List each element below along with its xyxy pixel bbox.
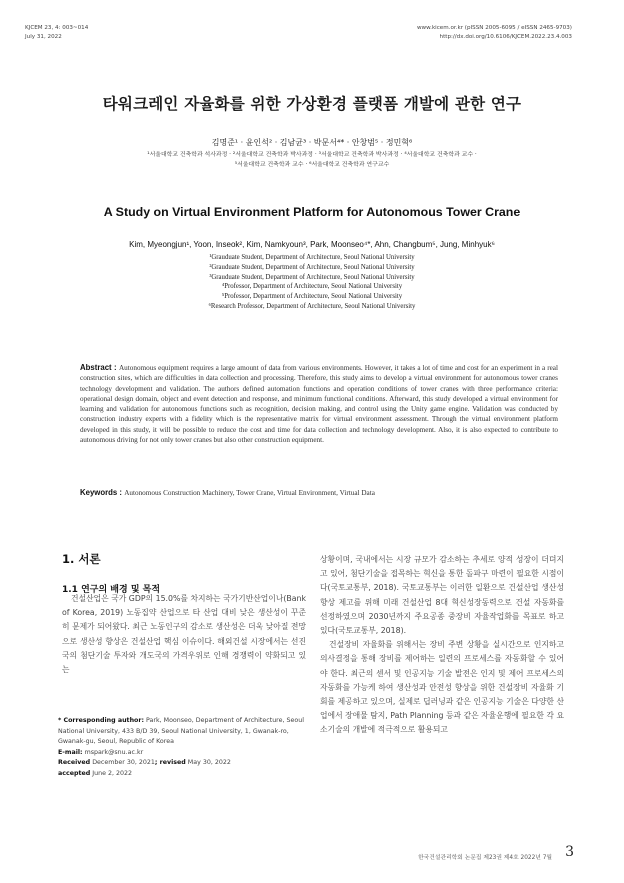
affiliation-en-line: ⁴Professor, Department of Architecture, Seoul National University (221, 283, 403, 291)
section-title: 1. 서론 (62, 552, 101, 566)
accepted-date: June 2, 2022 (92, 769, 133, 777)
email-label: E-mail: (58, 748, 83, 756)
affiliation-ko-line: ⁵서울대학교 건축학과 교수 · ⁶서울대학교 건축학과 연구교수 (234, 161, 390, 168)
footer-journal: 한국건설관리학회 논문집 제23권 제4호 2022년 7월 (418, 855, 552, 861)
header-left (25, 24, 88, 41)
affiliation-en-line: ³Grauduate Student, Department of Architecture, Seoul National University (209, 273, 415, 281)
received-label: Received (58, 759, 91, 766)
revised-date: May 30, 2022 (187, 759, 231, 766)
affiliation-en-line: ⁵Professor, Department of Architecture, Seoul National University (221, 293, 403, 301)
affiliation-en-line: ²Grauduate Student, Department of Architecture, Seoul National University (209, 263, 415, 271)
body-paragraph: 상황이며, 국내에서는 시장 규모가 감소하는 추세로 양적 성장이 더뎌지고 있어, 첨단기술을 접목하는 혁신을 통한 돌파구 마련이 필요한 시점이다(국토교통부, 2018). 국토교통부는 이러한 일환으로 건설산업 생산성 향상 제고를 위해 미래 건설산업 8대 혁신성장동력으로 건설 자동화를 선정하였으며 2030년까지 주요공종 중장비 자율작업화를 목표로 하고 있다(국토교통부, 2018). (320, 555, 564, 636)
body-paragraph: 건설장비 자율화를 위해서는 장비 주변 상황을 실시간으로 인지하고 의사결정을 통해 장비를 제어하는 일련의 프로세스를 자동화할 수 있어야 한다. 최근의 센서 및 인공지능 기술 발전은 인지 및 제어 프로세스의 자동화를 가능케 하여 생산성과 안전성 향상을 위한 건설장비 자율화 기회를 제공하고 있으며, 실제로 딥러닝과 같은 인공지능 기술은 다양한 산업에서 장애물 탐지, Path Planning 등과 같은 자율운행에 필요한 각 요소기술의 개발에 적극적으로 활용되고 (320, 640, 564, 735)
left-column (62, 592, 306, 677)
right-column (320, 553, 564, 738)
authors-korean: 김명준¹ · 윤인석² · 김남균³ · 박문서⁴* · 안창범⁵ · 정민혁⁶ (211, 138, 413, 147)
affiliation-ko-line: ¹서울대학교 건축학과 석사과정 · ²서울대학교 건축학과 박사과정 · ³서울대학교 건축학과 박사과정 · ⁴서울대학교 건축학과 교수 · (147, 152, 477, 158)
affiliation-en-line: ⁶Research Professor, Department of Architecture, Seoul National University (208, 302, 416, 310)
abstract-label: Abstract : (80, 363, 119, 372)
journal-url-issn: www.kicem.or.kr (pISSN 2005-6095 / eISSN 2465-9703) (416, 25, 572, 31)
doi-link: http://dx.doi.org/10.6106/KJCEM.2022.23.4.003 (439, 33, 572, 40)
keywords-text: Autonomous Construction Machinery, Tower Crane, Virtual Environment, Virtual Data (124, 489, 375, 497)
body-paragraph: 건설산업은 국가 GDP의 15.0%를 차지하는 국가기반산업이나(Bank of Korea, 2019) 노동집약 산업으로 타 산업 대비 낮은 생산성이 꾸준히 문제가 되어왔다. 최근 노동인구의 감소로 생산성은 더욱 낮아질 전망으로 생산성 향상은 건설산업 핵심 이슈이다. 해외건설 시장에서는 선진국의 첨단기술 투자와 개도국의 가격우위로 인해 경쟁력이 약화되고 있는 (62, 594, 306, 675)
title-korean: 타워크레인 자율화를 위한 가상환경 플랫폼 개발에 관한 연구 (102, 95, 522, 113)
authors-english: Kim, Myeongjun¹, Yoon, Inseok², Kim, Namkyoun³, Park, Moonseo⁴*, Ahn, Changbum⁵, Jung, Minhyuk⁶ (129, 240, 495, 249)
email-address: mspark@snu.ac.kr (84, 748, 144, 756)
header-right (417, 24, 572, 41)
abstract (80, 363, 558, 445)
footnote (58, 716, 308, 779)
subsection-title: 1.1 연구의 배경 및 목적 (62, 585, 161, 595)
abstract-text: Autonomous equipment requires a large amount of data from various environments. However, it takes a lot of time and cost for an experiment in a real construction sites, which are difficulties in data collection and processing. Therefore, this study aims to develop a virtual environment for autonomous tower cranes technology development and validation. The authors defined automation functions and operation conditions of tower cranes with three performance criteria: operational design domain, object and event detection and response, and minimum functional conditions. Afterward, this study developed a virtual environment for learning and validation for autonomous functions such as recognition, decision making, and control using the Unity game engine. Validation was conducted by construction industry experts with a fidelity which is the representative matrix for virtual environment assessment. Through the virtual environment platform developed in this study, it will be possible to reduce the cost and time for data collection and technology development. Also, it is also expected to contribute to autonomous driving for not only tower cranes but also other construction equipment. (80, 364, 558, 445)
title-english: A Study on Virtual Environment Platform for Autonomous Tower Crane (103, 205, 521, 219)
journal-citation: KJCEM 23, 4: 003~014 (25, 25, 89, 31)
revised-label: ; revised (154, 759, 186, 766)
keywords (80, 488, 558, 497)
publication-date: July 31, 2022 (25, 33, 62, 40)
affiliations-english (0, 253, 624, 312)
corresponding-author-text: Park, Moonseo, Department of Architecture, Seoul National University, 433 B/D 39, Seoul National University, 1, Gwanak-ro, Gwanak-gu, Seoul, Republic of Korea (58, 717, 304, 745)
received-date: December 30, 2021 (92, 759, 155, 766)
keywords-label: Keywords : (80, 488, 125, 497)
accepted-label: accepted (58, 769, 91, 777)
affiliation-en-line: ¹Grauduate Student, Department of Architecture, Seoul National University (209, 254, 415, 261)
page-number: 3 (565, 844, 574, 860)
affiliations-korean (80, 151, 544, 170)
corresponding-author-label: * Corresponding author: (58, 717, 145, 724)
